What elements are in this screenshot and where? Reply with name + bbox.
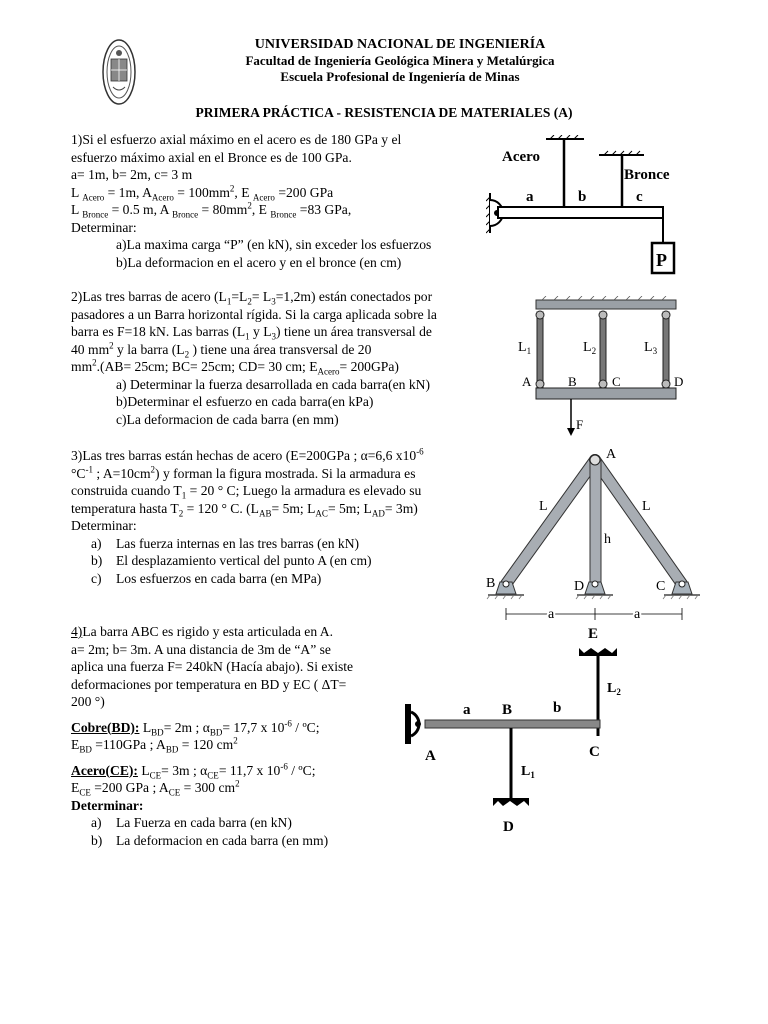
university-seal-logo [101,37,137,107]
p3-questions [71,535,424,588]
p4-acero-line: $E_{CE} =200$ GPa ; $A_{CE} = 300$ $cm^2$ [71,778,240,798]
figure-1-beam [486,135,696,280]
point-b: B [502,702,513,718]
p3-line: 3)Las tres barras están hechas de acero (E=200GPa ; α=6,6 $x10^{-6}$ [71,446,424,463]
p4-acero-line: Acero(CE): $L_{CE}= 3m$ ; $\alpha_{CE}= 11,7$ x $10^{-6}$ / ºC; [71,760,316,781]
p1-line: L $_{Acero}$ = 1m, $A_{Acero} = 100mm^2$, E $_{Acero}$ =200 GPa [71,182,334,203]
dim-c: c [636,189,643,205]
member-h: h [604,532,611,547]
p4-cobre-line: $E_{BD} =110GPa$ ; $A_{BD} = 120$ $cm^2$ [71,735,238,755]
label-l2: $L_2$ [583,340,597,356]
label-l1: $L_1$ [518,340,532,356]
p4-cobre-line: Cobre(BD): $L_{BD}= 2m$ ; $\alpha_{BD}= 17,7$ x $10^{-6}$ / ºC; [71,717,320,738]
p4-line: 200 °) [71,694,105,709]
p2-line: pasadores a un Barra horizontal rígida. Si la carga aplicada sobre la [71,306,437,322]
label-l3: $L_3$ [644,340,658,356]
load-p: P [656,250,667,270]
p1-line: L $_{Bronce}$ = 0.5 m, A $_{Bronce} = 80mm^2$, E $_{Bronce}$ =83 GPa, [71,200,352,220]
p4-line: aplica una fuerza F= 240kN (Hacía abajo). Si existe [71,659,354,674]
practice-title: PRIMERA PRÁCTICA - RESISTENCIA DE MATERIALES (A) [195,105,573,120]
point-c: C [612,374,621,389]
list-item: a) Las fuerza internas en las tres barras (en kN) [91,535,360,551]
joint-a: A [606,447,617,462]
list-item: c) Los esfuerzos en cada barra (en MPa) [91,570,322,586]
label-bronce: Bronce [624,167,670,183]
point-d: D [674,374,684,389]
member-l-left: L [539,499,548,514]
p2-line: barra es F=18 kN. Las barras ($L_1$ y $L_3$) tiene un área transversal de [71,324,432,342]
point-c: C [589,744,600,760]
school-name: Escuela Profesional de Ingeniería de Minas [280,69,520,84]
label-l1: $L_1$ [521,764,535,780]
force-f: F [576,417,584,432]
point-e: E [588,626,599,642]
p1-question-b: b)La deformacion en el acero y en el bronce (en cm) [116,254,402,270]
point-d: D [503,819,514,835]
p2-question-b: b)Determinar el esfuerzo en cada barra(en kPa) [116,394,374,409]
point-a: A [522,374,532,389]
joint-c: C [656,579,666,594]
problem-3 [71,447,424,587]
joint-d: D [574,579,585,594]
point-a: A [425,748,436,764]
figure-2-rigid-bar [512,296,702,441]
problem-4 [71,623,353,849]
p1-question-a: a)La maxima carga “P” (en kN), sin exceder los esfuerzos [116,237,432,252]
p2-line: 40 $mm^2$ y la barra ($L_2$ ) tiene una área transversal de 20 [71,339,372,360]
problem-2 [71,288,437,428]
p2-question-c: c)La deformacion de cada barra (en mm) [116,411,339,427]
p3-line: $^\circ C^{-1}$ ; $A=10cm^2$) y forman la figura mostrada. Si la armadura es [71,463,416,481]
dim-b: b [578,189,587,205]
p3-line: temperatura hasta $T_2 = 120$ ° C. ($L_{AB}= 5m$; $L_{AC}= 5m$; $L_{AD}= 3m$) [71,500,418,519]
header [160,37,640,85]
p4-questions [71,814,353,849]
p2-line: $mm^2.(AB= 25cm$; BC= 25cm; CD= 30 cm; $E_{Acero}= 200GPa$) [71,357,399,377]
problem-1 [71,131,431,271]
faculty-name: Facultad de Ingeniería Geológica Minera y Metalúrgica [245,53,555,68]
p3-line: construida cuando $T_1 = 20$ ° C; Luego la armadura es elevado su [71,483,422,501]
list-item: a) La Fuerza en cada barra (en kN) [91,815,292,830]
p1-line: 1)Si el esfuerzo axial máximo en el acero es de 180 GPa y el [71,132,402,147]
list-item: b) El desplazamiento vertical del punto A (en cm) [91,553,372,568]
dim-a-right: a [634,607,641,622]
dim-a: a [526,189,534,205]
dim-b: b [553,700,562,716]
p2-line: 2)Las tres barras de acero $(L_1=L_2= L_3=1,2m)$ están conectados por [71,289,433,307]
member-l-right: L [642,499,651,514]
p4-line: a= 2m; b= 3m. A una distancia de 3m de “A” se [71,641,331,657]
p1-line: a= 1m, b= 2m, c= 3 m [71,167,193,182]
university-name: UNIVERSIDAD NACIONAL DE INGENIERÍA [254,37,546,52]
p4-determinar: Determinar: [71,797,144,813]
dim-a: a [463,702,471,718]
p2-question-a: a) Determinar la fuerza desarrollada en cada barra(en kN) [116,376,430,392]
label-l2: $L_2$ [607,681,621,697]
list-item: b) La deformacion en cada barra (en mm) [91,832,329,848]
p3-line: Determinar: [71,518,137,533]
figure-4-rigid-bar-abc [403,620,643,840]
p1-line: esfuerzo máximo axial en el Bronce es de 100 GPa. [71,149,352,165]
point-b: B [568,374,577,389]
figure-3-truss [482,444,707,624]
dim-a-left: a [548,607,555,622]
p4-line: deformaciones por temperatura en BD y EC ( ΔT= [71,676,347,692]
label-acero: Acero [502,149,541,165]
p1-line: Determinar: [71,219,137,235]
joint-b: B [486,576,496,591]
p4-line: 4)La barra ABC es rigido y esta articulada en A. [71,624,333,639]
